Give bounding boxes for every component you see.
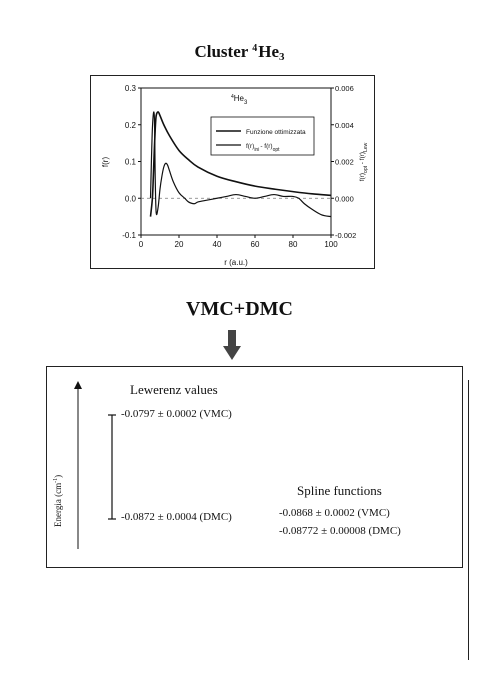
legend-label-difference: $f(r)_{ini}-$ $f(r)_{opt}$ — [246, 143, 280, 153]
spline-header: Spline functions — [297, 483, 382, 498]
y-tick-label-left: 0.0 — [124, 194, 136, 204]
x-tick-label: 80 — [288, 240, 298, 249]
chart-frame — [90, 75, 375, 269]
y-tick-label-right: 0.006 — [335, 84, 354, 93]
title-subscript: 3 — [279, 51, 285, 63]
page-edge-line — [468, 380, 469, 660]
method-label: VMC+DMC — [186, 298, 293, 320]
title-mass-number: 4 — [252, 43, 258, 54]
lewerenz-header: Lewerenz values — [130, 382, 218, 397]
y-tick-label-right: 0.004 — [335, 120, 354, 130]
energy-panel — [46, 366, 463, 568]
x-tick-label: 40 — [212, 240, 222, 249]
wavefunction-chart — [91, 76, 374, 268]
plot-area — [141, 88, 331, 235]
lewerenz-dmc-value: -0.0872 ± 0.0004 (DMC) — [121, 511, 232, 523]
y-tick-label-right: 0.002 — [335, 157, 354, 167]
y-tick-label-left: 0.2 — [124, 120, 136, 130]
page-title — [0, 42, 479, 63]
spline-dmc-value: -0.08772 ± 0.00008 (DMC) — [279, 525, 401, 537]
y-axis-label-left: f(r) — [101, 156, 110, 168]
annotation-he3: $^4He_3$ — [231, 94, 248, 106]
y-tick-label-left: 0.3 — [124, 84, 136, 93]
spline-vmc-value: -0.0868 ± 0.0002 (VMC) — [279, 507, 390, 519]
lewerenz-range-bar — [107, 412, 117, 522]
lewerenz-vmc-value: -0.0797 ± 0.0002 (VMC) — [121, 408, 232, 420]
title-text: Cluster — [194, 42, 253, 61]
x-tick-label: 60 — [250, 240, 260, 249]
y-tick-label-left: 0.1 — [124, 157, 136, 167]
energy-axis-arrow-icon — [74, 381, 82, 551]
x-axis-label: r (a.u.) — [224, 258, 248, 267]
y-axis-label-right: $f(r)_{opt} - f(r)_{Lew}$ — [359, 142, 369, 182]
title-element: He — [258, 42, 280, 61]
down-arrow-icon — [223, 330, 241, 360]
x-tick-label: 100 — [324, 240, 338, 249]
energy-axis-label: Energia $(cm^{-1})$ — [53, 474, 63, 527]
y-tick-label-left: -0.1 — [122, 231, 136, 240]
x-tick-label: 20 — [174, 240, 184, 249]
legend — [211, 117, 314, 155]
legend-label-optimized: Funzione ottimizzata — [246, 129, 306, 136]
axis-ticks — [122, 84, 356, 249]
y-tick-label-right: -0.002 — [335, 231, 357, 240]
x-tick-label: 0 — [138, 240, 144, 249]
y-tick-label-right: 0.000 — [335, 194, 354, 204]
